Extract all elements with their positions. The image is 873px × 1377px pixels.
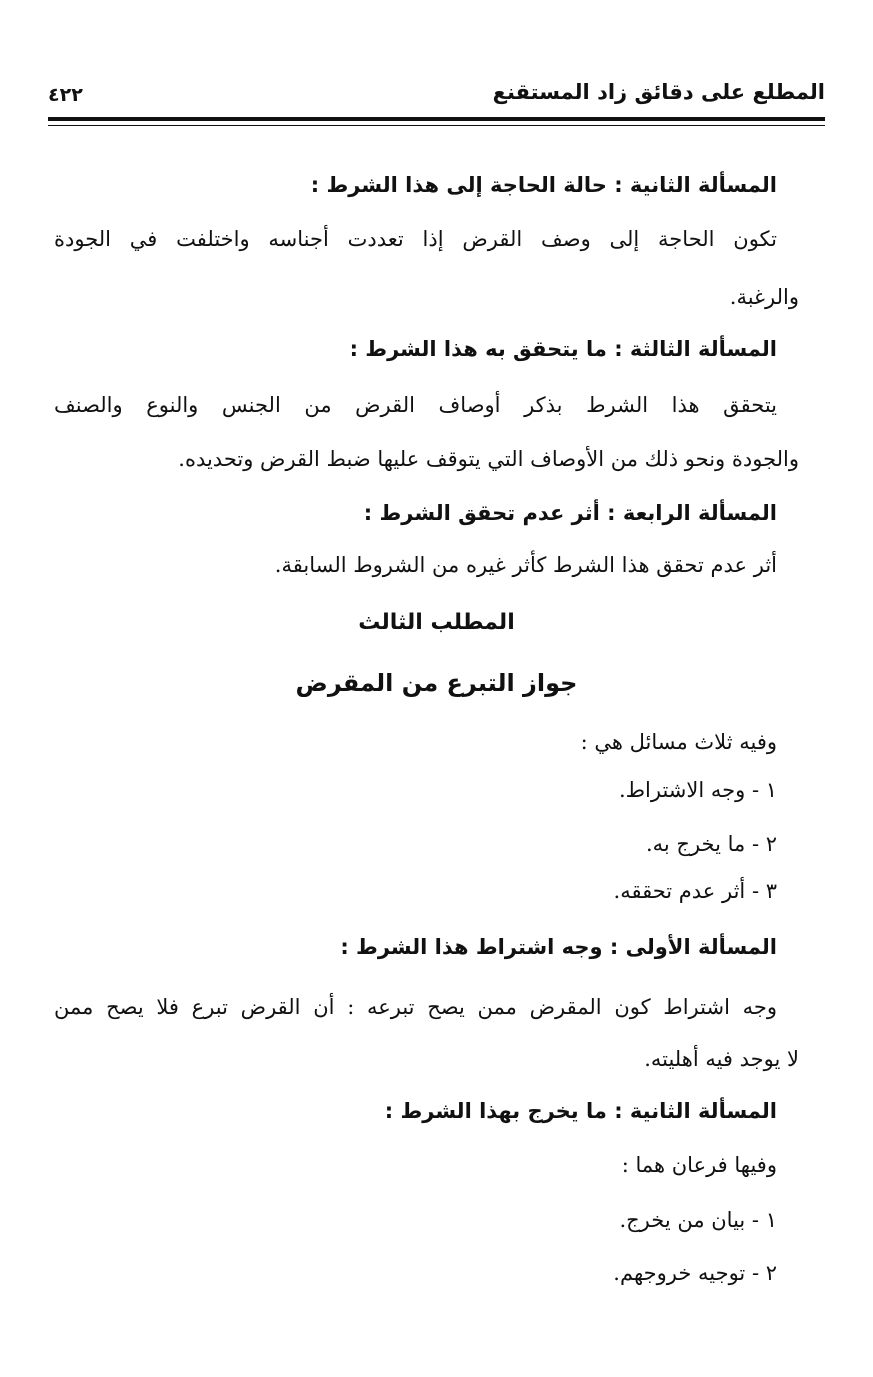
running-header <box>48 78 825 112</box>
issue-heading-excluded: المسألة الثانية : ما يخرج بهذا الشرط : <box>384 1099 777 1123</box>
section-subtitle: جواز التبرع من المقرض <box>295 669 578 697</box>
list-item: ٣ - أثر عدم تحققه. <box>613 879 777 903</box>
paragraph-line: أثر عدم تحقق هذا الشرط كأثر غيره من الشروط السابقة. <box>274 553 777 577</box>
list-item: ١ - وجه الاشتراط. <box>618 778 777 802</box>
list-item: ٢ - ما يخرج به. <box>645 832 777 856</box>
section-intro: وفيه ثلاث مسائل هي : <box>580 730 777 754</box>
list-item: ١ - بيان من يخرج. <box>619 1208 777 1232</box>
section-title: المطلب الثالث <box>358 610 515 635</box>
header-rule-thin <box>48 125 825 126</box>
paragraph-line: لا يوجد فيه أهليته. <box>644 1047 799 1071</box>
issue-heading-need: المسألة الثانية : حالة الحاجة إلى هذا الشرط : <box>310 173 777 197</box>
header-rule-thick <box>48 117 825 121</box>
issue-heading-effect: المسألة الرابعة : أثر عدم تحقق الشرط : <box>363 501 777 525</box>
issue-heading-fulfillment: المسألة الثالثة : ما يتحقق به هذا الشرط : <box>349 337 777 361</box>
paragraph-line: والرغبة. <box>729 285 799 309</box>
list-item: ٢ - توجيه خروجهم. <box>613 1261 777 1285</box>
paragraph-line: تكون الحاجة إلى وصف القرض إذا تعددت أجناسه واختلفت في الجودة <box>54 227 777 251</box>
paragraph-line: يتحقق هذا الشرط بذكر أوصاف القرض من الجنس والنوع والصنف <box>54 393 777 417</box>
paragraph-line: وجه اشتراط كون المقرض ممن يصح تبرعه : أن القرض تبرع فلا يصح ممن <box>54 995 777 1019</box>
paragraph-line: والجودة ونحو ذلك من الأوصاف التي يتوقف عليها ضبط القرض وتحديده. <box>178 447 799 471</box>
book-title: المطلع على دقائق زاد المستقنع <box>492 80 825 104</box>
issue-heading-reason: المسألة الأولى : وجه اشتراط هذا الشرط : <box>340 935 777 959</box>
page-number: ٤٢٢ <box>48 84 83 106</box>
paragraph-line: وفيها فرعان هما : <box>621 1153 777 1177</box>
